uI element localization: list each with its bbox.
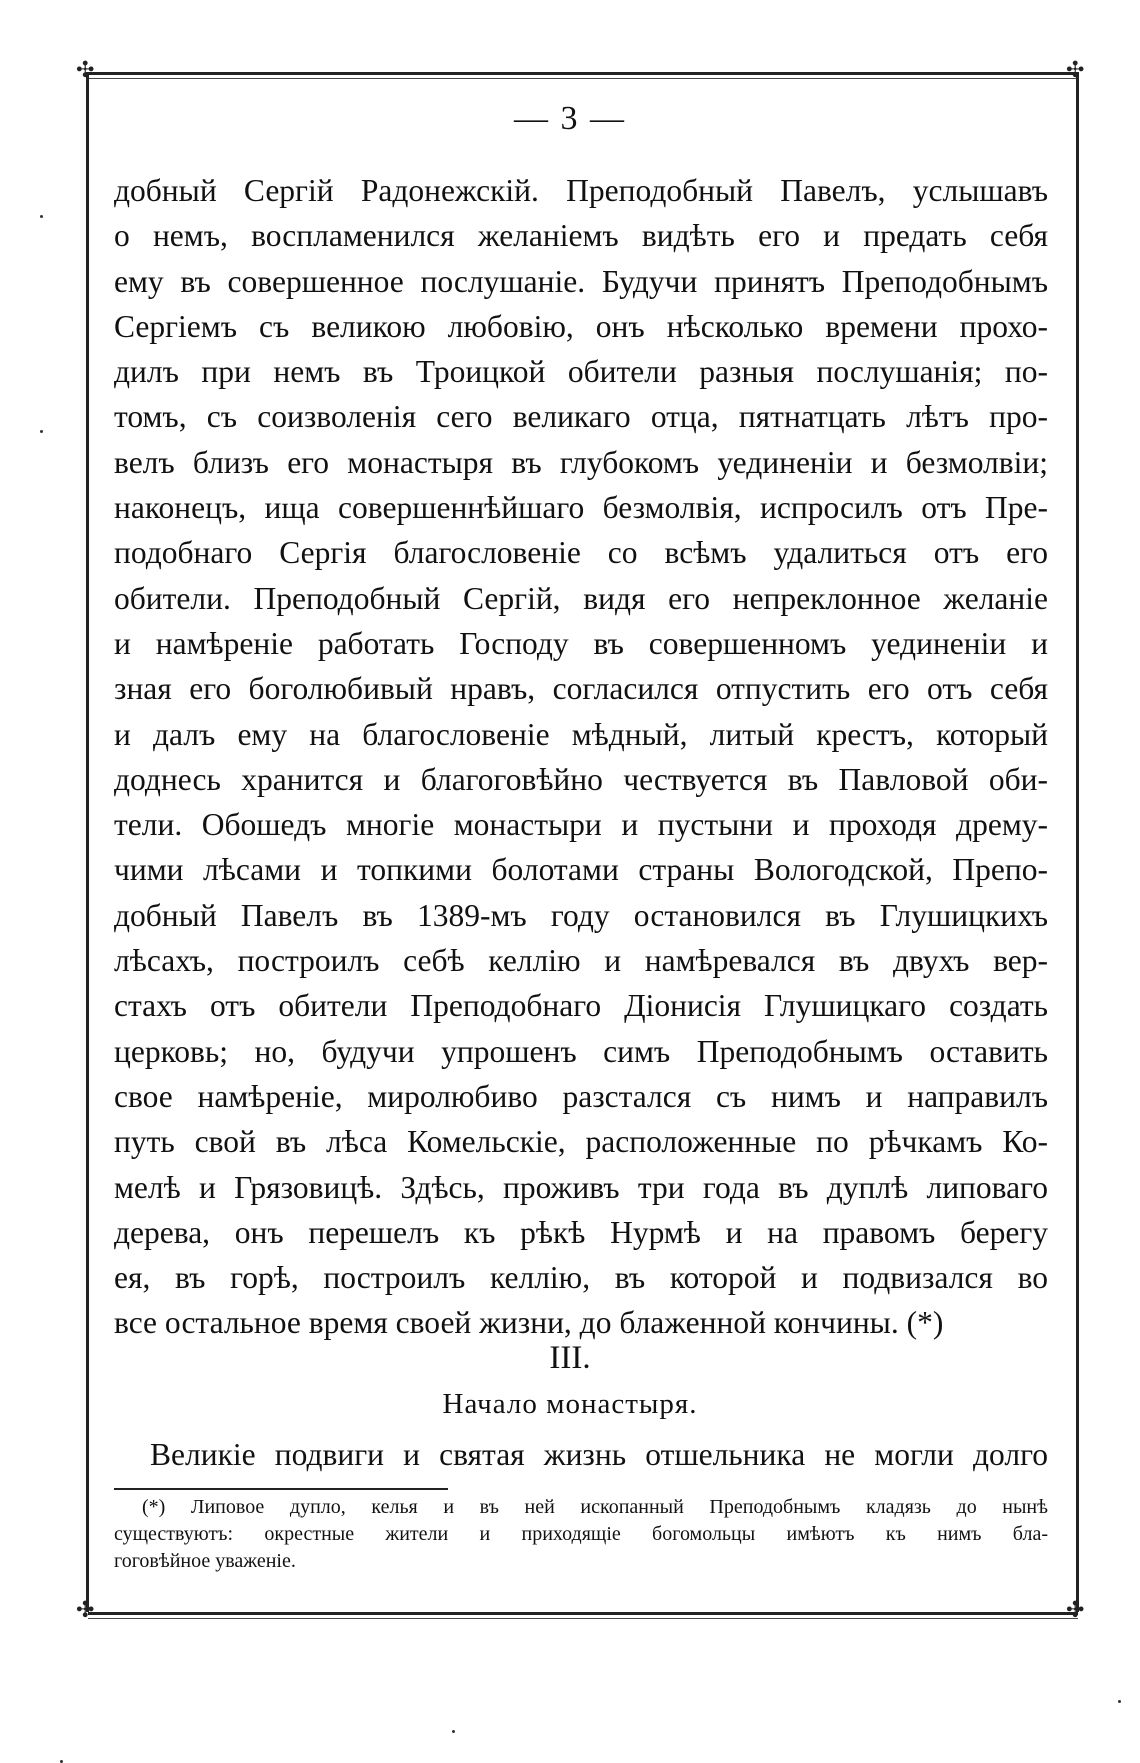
footnote xyxy=(114,1494,1048,1575)
text-line: чими лѣсами и топкими болотами страны Вологодской, Препо- xyxy=(114,852,1048,888)
text-line: стахъ отъ обители Преподобнаго Діонисія Глушицкаго создать xyxy=(114,988,1048,1024)
text-line: ему въ совершенное послушаніе. Будучи принятъ Преподобнымъ xyxy=(114,263,1048,299)
text-line: дилъ при немъ въ Троицкой обители разныя послушанія; по- xyxy=(114,354,1048,390)
text-line: тели. Обошедъ многіе монастыри и пустыни и проходя дрему- xyxy=(114,807,1048,843)
text-line: и далъ ему на благословеніе мѣдный, литый крестъ, который xyxy=(114,716,1048,752)
print-speck xyxy=(40,430,43,433)
corner-ornament-icon: ✣ xyxy=(1066,1598,1085,1623)
text-line: свое намѣреніе, миролюбиво разстался съ нимъ и направилъ xyxy=(114,1078,1048,1114)
text-line: Великіе подвиги и святая жизнь отшельника не могли долго xyxy=(150,1437,1048,1472)
border-right-rule xyxy=(1076,72,1079,1612)
text-line: мелѣ и Грязовицѣ. Здѣсь, проживъ три года въ дуплѣ липоваго xyxy=(114,1169,1048,1205)
print-speck xyxy=(1118,1700,1121,1703)
body-text xyxy=(114,168,1048,1346)
text-line: томъ, съ соизволенія сего великаго отца, пятнатцать лѣтъ про- xyxy=(114,399,1048,435)
section-number: III. xyxy=(549,1340,591,1376)
text-line: добный Павелъ въ 1389-мъ году остановился въ Глушицкихъ xyxy=(114,897,1048,933)
corner-ornament-icon: ✣ xyxy=(76,1598,95,1623)
text-line: подобнаго Сергія благословеніе со всѣмъ удалиться отъ его xyxy=(114,535,1048,571)
footnote-line: гоговѣйное уваженіе. xyxy=(114,1550,296,1572)
border-bottom-rule xyxy=(88,1612,1078,1615)
corner-ornament-icon: ✣ xyxy=(1066,58,1085,83)
footnote-divider xyxy=(114,1488,448,1490)
footnote-line: (*) Липовое дупло, келья и въ ней ископанный Преподобнымъ кладязь до нынѣ xyxy=(142,1496,1048,1518)
text-line: зная его боголюбивый нравъ, согласился отпустить его отъ себя xyxy=(114,671,1048,707)
print-speck xyxy=(452,1730,455,1733)
text-line: церковь; но, будучи упрошенъ симъ Преподобнымъ оставить xyxy=(114,1033,1048,1069)
text-line: доднесь хранится и благоговѣйно чествуется въ Павловой оби- xyxy=(114,761,1048,797)
text-line: дерева, онъ перешелъ къ рѣкѣ Нурмѣ и на правомъ берегу xyxy=(114,1214,1048,1250)
text-line: лѣсахъ, построилъ себѣ келлію и намѣревался въ двухъ вер- xyxy=(114,943,1048,979)
footnote-line: существуютъ: окрестные жители и приходящіе богомольцы имѣютъ къ нимъ бла- xyxy=(114,1523,1048,1545)
section-title: Начало монастыря. xyxy=(442,1388,698,1420)
text-line: и намѣреніе работать Господу въ совершенномъ уединеніи и xyxy=(114,625,1048,661)
border-top-rule xyxy=(88,72,1078,75)
text-line: все остальное время своей жизни, до блаженной кончины. (*) xyxy=(114,1305,944,1341)
text-line: Сергіемъ съ великою любовію, онъ нѣсколько времени прохо- xyxy=(114,308,1048,344)
text-line: ея, въ горѣ, построилъ келлію, въ которой и подвизался во xyxy=(114,1260,1048,1296)
text-line: о немъ, воспламенился желаніемъ видѣть его и предать себя xyxy=(114,218,1048,254)
text-line: наконецъ, ища совершеннѣйшаго безмолвія, испросилъ отъ Пре- xyxy=(114,490,1048,526)
page-number: — 3 — xyxy=(514,100,626,137)
text-line: добный Сергій Радонежскій. Преподобный Павелъ, услышавъ xyxy=(114,173,1048,208)
corner-ornament-icon: ✣ xyxy=(76,58,95,83)
text-line: велъ близъ его монастыря въ глубокомъ уединеніи и безмолвіи; xyxy=(114,444,1048,480)
print-speck xyxy=(40,215,43,218)
border-left-rule xyxy=(86,72,89,1612)
text-line: обители. Преподобный Сергій, видя его непреклонное желаніе xyxy=(114,580,1048,616)
text-line: путь свой въ лѣса Комельскіе, расположенные по рѣчкамъ Ко- xyxy=(114,1124,1048,1160)
